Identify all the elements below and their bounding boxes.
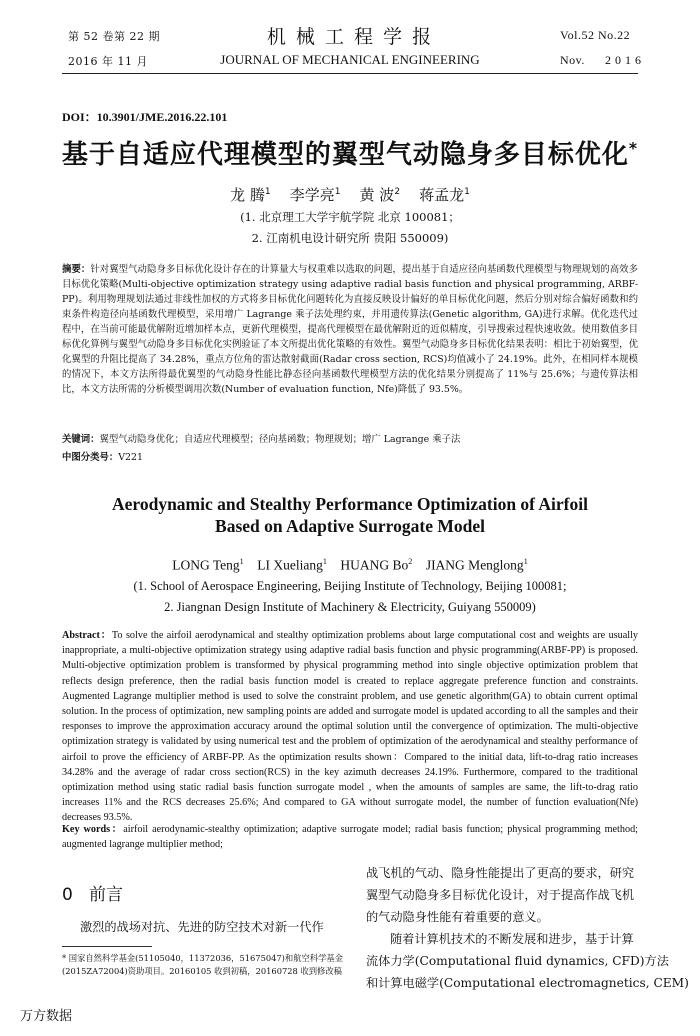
section-heading bbox=[62, 880, 123, 905]
author-cn-3: 黄 波 bbox=[359, 186, 395, 204]
keywords-en-label: Key words： bbox=[62, 824, 124, 835]
header-volume-cn: 第 52 卷第 22 期 bbox=[68, 30, 160, 43]
section-title: 前言 bbox=[89, 885, 124, 905]
clc-text: V221 bbox=[118, 452, 143, 463]
keywords-en bbox=[62, 822, 638, 852]
abstract-cn-label: 摘要： bbox=[62, 264, 91, 275]
body-right-column bbox=[366, 862, 689, 994]
author-en-4-affil: 1 bbox=[523, 557, 528, 566]
affiliation-cn-1: (1. 北京理工大学宇航学院 北京 100081； bbox=[240, 210, 460, 224]
abstract-en-label: Abstract： bbox=[62, 630, 112, 641]
author-en-1-affil: 1 bbox=[239, 557, 244, 566]
author-cn-3-affil: 2 bbox=[394, 187, 401, 197]
abstract-cn bbox=[62, 262, 638, 430]
author-en-4: JIANG Menglong bbox=[425, 557, 524, 573]
keywords-cn-label: 关键词： bbox=[62, 434, 100, 445]
authors-en bbox=[0, 557, 700, 574]
right-p1-line2: 翼型气动隐身多目标优化设计，对于提高作战飞机 bbox=[366, 888, 635, 902]
watermark: 万方数据 bbox=[20, 1009, 73, 1024]
affiliation-cn-2: 2. 江南机电设计研究所 贵阳 550009) bbox=[251, 231, 449, 245]
author-en-2-affil: 1 bbox=[322, 557, 327, 566]
author-en-2: LI Xueliang bbox=[257, 557, 323, 573]
header-date-cn: 2016 年 11 月 bbox=[68, 55, 148, 68]
authors-cn bbox=[0, 184, 700, 205]
abstract-en-text: To solve the airfoil aerodynamical and stealthy optimization problems about large computational cost and weights are usually inappropriate, a multi-objective optimization strategy using adaptive radial basis function and physic programming(ARBF-PP) is proposed. Multi-objective optimization problem is transformed by physical programming method into single objective optimization problem that reflects design preference, then the radial basis function model is created to replace aggregate preference function and constraints. Augmented Lagrange multiplier method is used to solve the constraint problem, and use genetic algorithm(GA) to obtain current optimal solution. In the process of optimization, new sampling points are added and surrogate model is updated according to all the samples and their responses to improve the approximation accuracy around the optimal solution until the convergence of optimization. The multi-objective optimization strategy is validated by using numerical test and the problem of optimization of the aerodynamical and stealthy performance of airfoil to prove the efficiency of ARBF-PP. As the optimization results shown：Compared to the initial data, lift-to-drag ratio increases 34.28% and the average of radar cross section(RCS) in the key azimuth decreases 24.19%. Furthermore, compared to the traditional optimization method using static radial basis function surrogate model , when the amounts of samples are same, the lift-to-drag ratio increases 11% and the RCS decreases 25.6%; And compared to GA without surrogate model, the number of function evaluation(Nfe) decreases 93.5%. bbox=[62, 630, 638, 824]
right-p1-line3: 的气动隐身性能有着重要的意义。 bbox=[366, 910, 549, 924]
right-p2-line2: 流体力学(Computational fluid dynamics, CFD)方法 bbox=[366, 954, 669, 968]
right-p2-line1: 随着计算机技术的不断发展和进步，基于计算 bbox=[390, 932, 634, 946]
journal-title-cn: 机 械 工 程 学 报 bbox=[266, 26, 434, 48]
paper-title-en-line1: Aerodynamic and Stealthy Performance Optimization of Airfoil bbox=[111, 494, 588, 514]
keywords-en-text: airfoil aerodynamic-stealthy optimization; adaptive surrogate model; radial basis function; physical programming method; augmented lagrange multiplier method; bbox=[62, 824, 638, 851]
header-volume-en: Vol.52 No.22 bbox=[560, 28, 631, 42]
doi: DOI：10.3901/JME.2016.22.101 bbox=[62, 110, 228, 124]
footnote-line-2: (2015ZA72004)资助项目。20160105 收到初稿，20160728 收到修改稿 bbox=[62, 966, 342, 976]
keywords-cn bbox=[62, 432, 638, 447]
author-cn-2: 李学亮 bbox=[289, 186, 335, 204]
body-left-line: 激烈的战场对抗、先进的防空技术对新一代作 bbox=[80, 920, 324, 934]
right-p1-line1: 战飞机的气动、隐身性能提出了更高的要求，研究 bbox=[366, 866, 635, 880]
abstract-cn-text: 针对翼型气动隐身多目标优化设计存在的计算量大与权重难以选取的问题，提出基于自适应径向基函数代理模型与物理规划的高效多目标优化策略(Multi-objective optimization strategy using adaptive radial basis function and physical programming, ARBF-PP)。利用物理规划法通过非线性加权的方式将多目标优化问题转化为直接反映设计偏好的单目标优化问题，然后分别对综合偏好函数和约束条件构造径向基函数代理模型，采用增广 Lagrange 乘子法处理约束，并用遗传算法(Genetic algorithm, GA)进行求解。优化迭代过程中，在当前可能最优解附近增加样本点，更新代理模型，提高代理模型在最优解附近的近似精度，引导搜索过程快速收敛。使用数值多目标优化算例与翼型气动隐身多目标优化实例验证了本文所提出优化策略的有效性。翼型气动隐身多目标优化结果表明：相比于初始翼型，优化翼型的升阻比提高了 34.28%，重点方位角的雷达散射截面(Radar cross section, RCS)均值减小了 24.19%。此外，在相同样本规模的情况下，本文方法所得最优翼型的气动隐身性能比静态径向基函数代理模型方法的优化结果分别提高了 11%与 25.6%；与遗传算法相比，本文方法所需的分析模型调用次数(Number of evaluation function, Nfe)降低了 93.5%。 bbox=[62, 264, 638, 395]
author-cn-1-affil: 1 bbox=[264, 187, 271, 197]
title-footnote-mark: * bbox=[628, 139, 639, 158]
header-rule bbox=[62, 73, 638, 74]
clc-label: 中图分类号： bbox=[62, 452, 119, 463]
footnote-line-1: * 国家自然科学基金(51105040，11372036，51675047)和航空科学基金 bbox=[62, 953, 343, 963]
paper-title-en-line2: Based on Adaptive Surrogate Model bbox=[215, 516, 485, 536]
paper-title-cn-text: 基于自适应代理模型的翼型气动隐身多目标优化 bbox=[61, 140, 629, 170]
author-cn-4-affil: 1 bbox=[464, 187, 470, 197]
header-year-en: 2 0 1 6 bbox=[605, 53, 642, 67]
clc-number bbox=[62, 450, 638, 465]
header-month-en: Nov. bbox=[560, 53, 585, 67]
affiliation-en-2: 2. Jiangnan Design Institute of Machinery & Electricity, Guiyang 550009) bbox=[164, 600, 536, 614]
right-p2-line3: 和计算电磁学(Computational electromagnetics, CEM) bbox=[366, 976, 689, 990]
affiliation-en-1: (1. School of Aerospace Engineering, Beijing Institute of Technology, Beijing 100081; bbox=[133, 579, 567, 593]
journal-title-en: JOURNAL OF MECHANICAL ENGINEERING bbox=[220, 52, 480, 67]
footnote bbox=[62, 952, 344, 978]
abstract-en bbox=[62, 628, 638, 824]
author-cn-1: 龙 腾 bbox=[230, 186, 265, 204]
paper-title-cn bbox=[0, 134, 700, 171]
author-cn-4: 蒋孟龙 bbox=[419, 186, 465, 204]
author-cn-2-affil: 1 bbox=[334, 187, 341, 197]
author-en-1: LONG Teng bbox=[172, 557, 240, 573]
author-en-3-affil: 2 bbox=[408, 557, 413, 566]
keywords-cn-text: 翼型气动隐身优化；自适应代理模型；径向基函数；物理规划；增广 Lagrange 乘子法 bbox=[99, 434, 461, 445]
section-number: 0 bbox=[62, 885, 73, 905]
author-en-3: HUANG Bo bbox=[340, 557, 409, 573]
footnote-rule bbox=[62, 946, 152, 947]
